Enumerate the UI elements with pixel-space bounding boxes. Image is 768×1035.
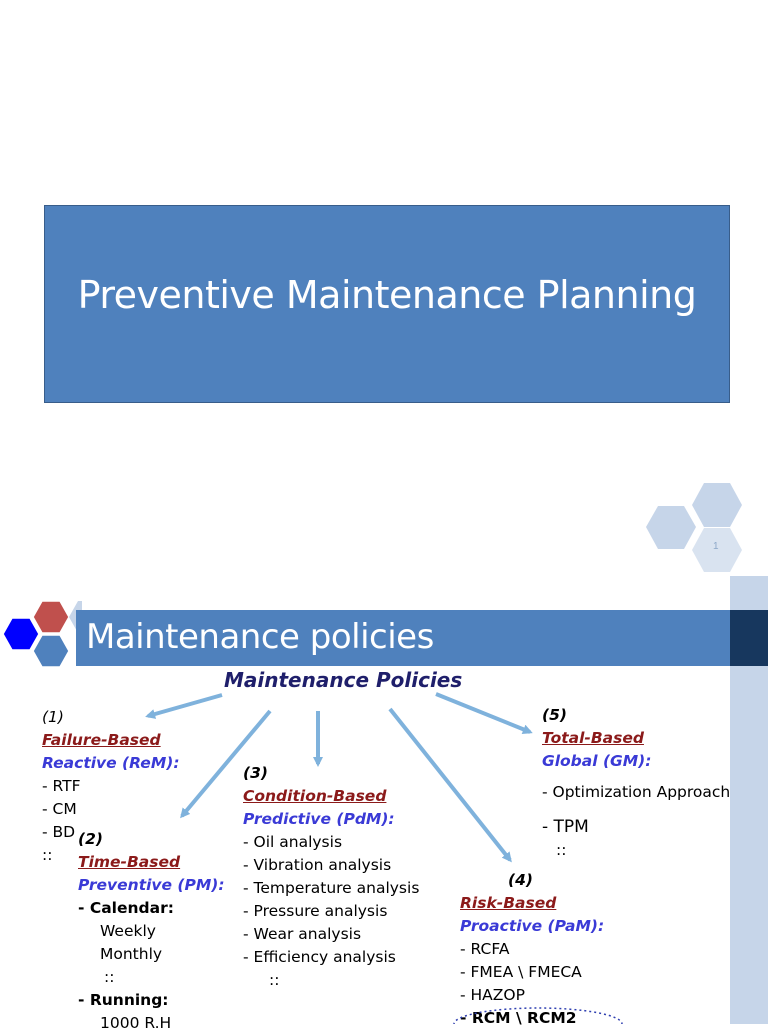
policy-4-type: Proactive (PaM): bbox=[460, 917, 605, 935]
policy-4-item: - RCFA bbox=[460, 940, 510, 958]
policy-2-category: Time-Based bbox=[78, 853, 181, 871]
policy-3-item: - Oil analysis bbox=[243, 833, 343, 851]
policy-3-item: - Temperature analysis bbox=[243, 879, 420, 897]
policy-4-item: - HAZOP bbox=[460, 986, 525, 1004]
policy-1-category: Failure-Based bbox=[42, 731, 161, 749]
policy-5-number: (5) bbox=[542, 706, 567, 724]
policies-root-title: Maintenance Policies bbox=[224, 668, 463, 692]
policy-5 bbox=[542, 704, 730, 862]
page-number: 1 bbox=[713, 541, 719, 552]
policy-5-type: Global (GM): bbox=[542, 752, 652, 770]
policy-4-item: - RCM \ RCM2 bbox=[460, 1009, 577, 1027]
policy-2-item: 1000 R.H bbox=[100, 1014, 172, 1032]
policy-5-category: Total-Based bbox=[542, 729, 644, 747]
policy-5-item: - TPM bbox=[542, 817, 589, 837]
slide-title: Preventive Maintenance Planning bbox=[77, 273, 697, 317]
policy-5-item: :: bbox=[556, 841, 567, 859]
policy-2-type: Preventive (PM): bbox=[78, 876, 225, 894]
policy-1-item: - BD bbox=[42, 823, 76, 841]
policy-1-item: - CM bbox=[42, 800, 77, 818]
slide-heading: Maintenance policies bbox=[86, 617, 434, 657]
policy-1-number: (1) bbox=[42, 708, 64, 726]
policy-2-item: Monthly bbox=[100, 945, 163, 963]
policy-3-item: - Efficiency analysis bbox=[243, 948, 396, 966]
policy-2-item: - Running: bbox=[78, 991, 169, 1009]
policy-4-item: - FMEA \ FMECA bbox=[460, 963, 582, 981]
policy-4-category: Risk-Based bbox=[460, 894, 557, 912]
policy-4-number: (4) bbox=[508, 871, 533, 889]
policy-2-item: - Calendar: bbox=[78, 899, 174, 917]
policy-3-number: (3) bbox=[243, 764, 268, 782]
policy-1-type: Reactive (ReM): bbox=[42, 754, 180, 772]
policy-2-item: :: bbox=[104, 968, 115, 986]
policy-3-item: - Pressure analysis bbox=[243, 902, 388, 920]
policy-5-item: - Optimization Approach bbox=[542, 783, 731, 801]
policy-2-number: (2) bbox=[78, 830, 103, 848]
policy-3-item: - Vibration analysis bbox=[243, 856, 392, 874]
policy-3-category: Condition-Based bbox=[243, 787, 387, 805]
policy-1-item: - RTF bbox=[42, 777, 81, 795]
policy-1-item: :: bbox=[42, 846, 53, 864]
policy-3-type: Predictive (PdM): bbox=[243, 810, 395, 828]
policy-2-item: Weekly bbox=[100, 922, 156, 940]
policy-3-item: :: bbox=[269, 971, 280, 989]
policy-3-item: - Wear analysis bbox=[243, 925, 362, 943]
